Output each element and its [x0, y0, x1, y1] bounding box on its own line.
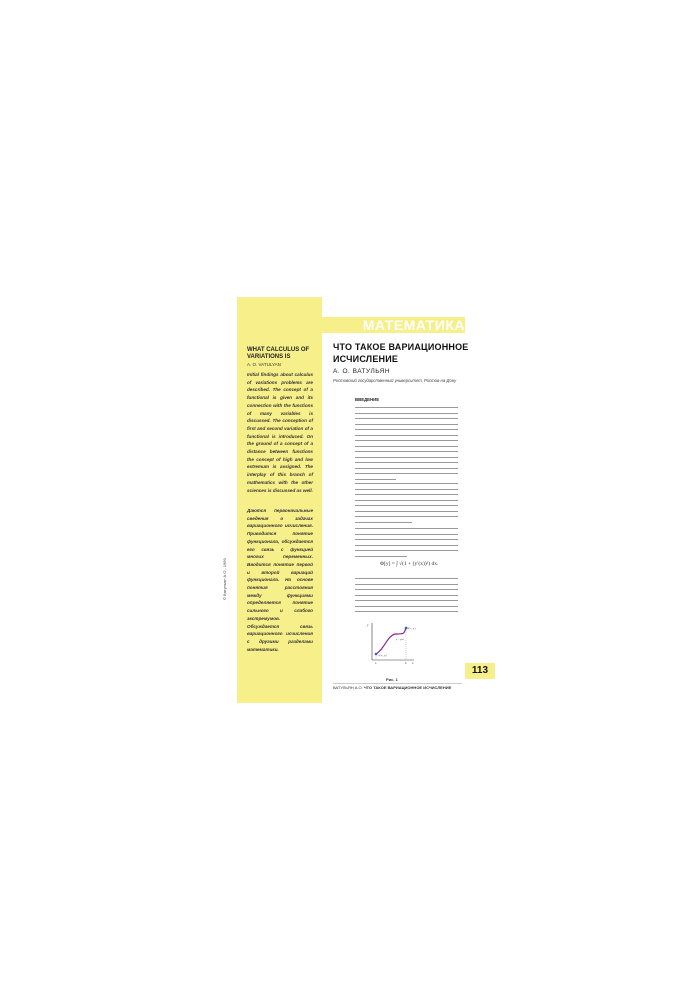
figure-caption: Рис. 1 [386, 677, 398, 682]
article-affiliation: Ростовский государственный университет, Ростов-на-Дону [333, 378, 457, 383]
body-text-block-3 [355, 526, 458, 557]
figure-1 [366, 620, 416, 664]
english-title: WHAT CALCULUS OF VARIATIONS IS [247, 347, 310, 360]
section-banner-title: МАТЕМАТИКА [362, 317, 465, 333]
label-b: b [405, 661, 407, 664]
label-x: x [412, 661, 414, 664]
label-curve: y = y(x) [396, 638, 405, 641]
figure-curve [376, 628, 406, 654]
body-text-block-4 [355, 576, 458, 612]
page-number: 113 [471, 665, 489, 676]
article-author: А. О. ВАТУЛЬЯН [333, 368, 391, 375]
section-heading: ВВЕДЕНИЕ [355, 397, 380, 402]
label-A: A(x₀, y₀) [378, 654, 387, 657]
footer-title: ЧТО ТАКОЕ ВАРИАЦИОННОЕ ИСЧИСЛЕНИЕ [363, 685, 452, 690]
body-text-block-1 [355, 405, 458, 480]
label-B: B(x₁, y₁) [407, 627, 416, 630]
english-author: A. O. VATULYAN [247, 362, 281, 367]
article-title: ЧТО ТАКОЕ ВАРИАЦИОННОЕ ИСЧИСЛЕНИЕ [333, 342, 469, 364]
russian-abstract: Даются первоначальные сведения о задачах вариационного исчисления. Приводится понятие функционала, обсуждается его связь с функцией многих переменных. Вводится понятие первой и второй вариаций функционала. На основе понятия расстояния между функциями определяется понятие сильного и слабого экстремумов. Обсуждается связь вариационного исчисления с другими разделами математики. [247, 508, 313, 652]
body-text-block-2 [355, 481, 458, 523]
english-abstract: Initial findings about calculus of variations problems are described. The concept of a functional is given and its connection with the functions of many variables is discussed. The conception of first and second variation of a functional is introduced. On the ground of a concept of a distance between functions the concept of high and low extremum is assigned. The interplay of this branch of mathematics with the other sciences is discussed as well. [247, 372, 313, 493]
running-footer [333, 685, 451, 690]
label-a: a [375, 661, 377, 664]
label-y: y [367, 623, 369, 627]
formula: Φ[y] = ∫ √(1 + (y′(x))²) dx. [380, 561, 439, 567]
copyright-note: © Ватульян А.О., 1999 [222, 558, 227, 600]
footer-author: ВАТУЛЬЯН А.О. [333, 685, 363, 690]
